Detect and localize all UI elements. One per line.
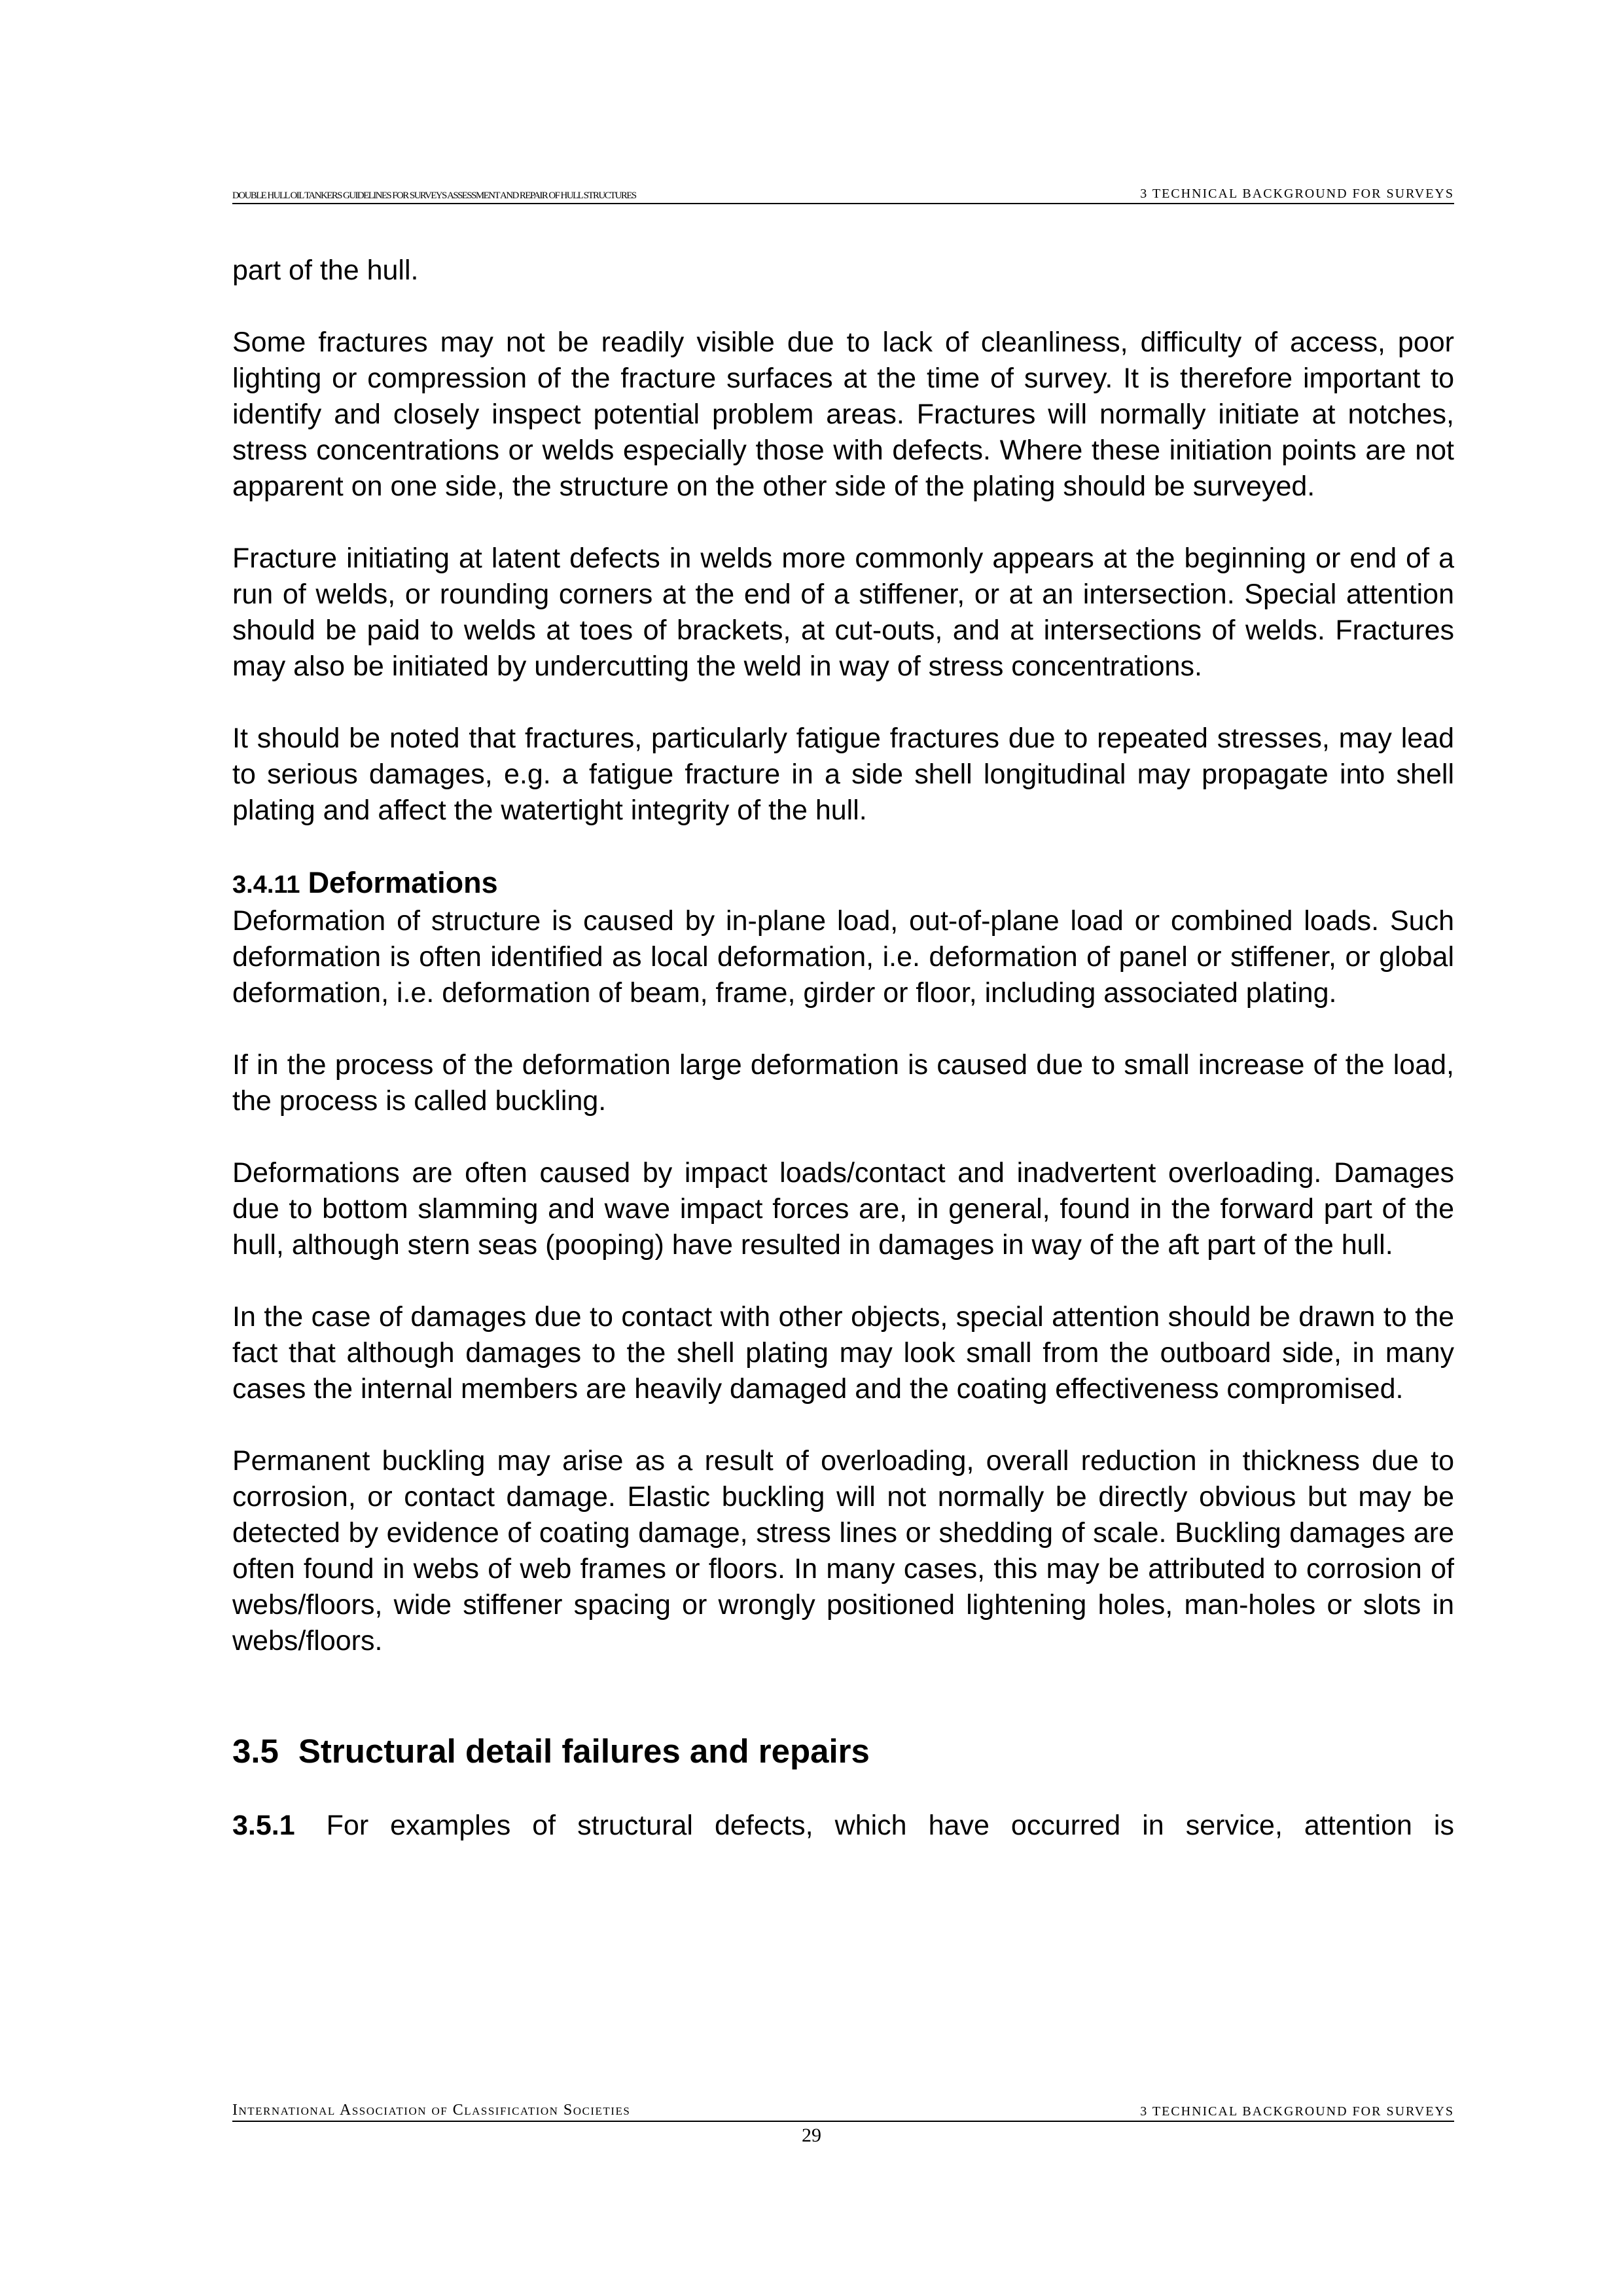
paragraph-buckling-definition: If in the process of the deformation large deformation is caused due to small increase of the load, the process is called buckling. [232, 1049, 1454, 1117]
header-chapter-title: 3 TECHNICAL BACKGROUND FOR SURVEYS [1140, 187, 1454, 201]
subsection-number: 3.5.1 [232, 1810, 295, 1841]
section-title: Deformations [308, 866, 498, 899]
section-heading-structural-failures [232, 1731, 1454, 1772]
page-body [232, 253, 1454, 1880]
paragraph-fatigue-fractures: It should be noted that fractures, particularly fatigue fractures due to repeated stresses, may lead to serious damages, e.g. a fatigue fracture in a side shell longitudinal may propagate into shell plating and affect the watertight integrity of the hull. [232, 723, 1454, 826]
footer-organization: International Association of Classification Societies [232, 2102, 631, 2119]
page-footer [232, 2101, 1454, 2122]
paragraph-visible-fractures: Some fractures may not be readily visible due to lack of cleanliness, difficulty of access, poor lighting or compression of the fracture surfaces at the time of survey. It is therefore important to identify and closely inspect potential problem areas. Fractures will normally initiate at notches, stress concentrations or welds especially those with defects. Where these initiation points are not apparent on one side, the structure on the other side of the plating should be surveyed. [232, 327, 1454, 502]
paragraph-impact-loads: Deformations are often caused by impact loads/contact and inadvertent overloading. Damages due to bottom slamming and wave impact forces are, in general, found in the forward part of the hull, although stern seas (pooping) have resulted in damages in way of the aft part of the hull. [232, 1157, 1454, 1261]
section-number: 3.4.11 [232, 871, 300, 899]
paragraph-deformation-definition: Deformation of structure is caused by in-plane load, out-of-plane load or combined loads. Such deformation is often identified as local deformation, i.e. deformation of panel or stiffener, or global deformation, i.e. deformation of beam, frame, girder or floor, including associated plating. [232, 905, 1454, 1009]
paragraph-contact-damage: In the case of damages due to contact with other objects, special attention should be drawn to the fact that although damages to the shell plating may look small from the outboard side, in many cases the internal members are heavily damaged and the coating effectiveness compromised. [232, 1301, 1454, 1405]
subsection-text: For examples of structural defects, which have occurred in service, attention is [326, 1810, 1454, 1841]
page-number: 29 [802, 2125, 821, 2146]
header-document-title: DOUBLE HULL OIL TANKERS GUIDELINES FOR SURVEYS ASSESSMENT AND REPAIR OF HULL STRUCTURES [232, 190, 636, 201]
paragraph-latent-defects: Fracture initiating at latent defects in welds more commonly appears at the beginning or end of a run of welds, or rounding corners at the end of a stiffener, or at an intersection. Special attention should be paid to welds at toes of brackets, at cut-outs, and at intersections of welds. Fractures may also be initiated by undercutting the weld in way of stress concentrations. [232, 543, 1454, 682]
paragraph-permanent-buckling: Permanent buckling may arise as a result of overloading, overall reduction in thickness due to corrosion, or contact damage. Elastic buckling will not normally be directly obvious but may be detected by evidence of coating damage, stress lines or shedding of scale. Buckling damages are often found in webs of web frames or floors. In many cases, this may be attributed to corrosion of webs/floors, wide stiffener spacing or wrongly positioned lightening holes, man-holes or slots in webs/floors. [232, 1445, 1454, 1657]
footer-chapter-title: 3 TECHNICAL BACKGROUND FOR SURVEYS [1140, 2104, 1454, 2119]
page-header [232, 187, 1454, 204]
paragraph-hull-part: part of the hull. [232, 255, 419, 286]
paragraph-structural-defects [232, 1808, 1454, 1844]
section-title: Structural detail failures and repairs [298, 1732, 870, 1770]
section-number: 3.5 [232, 1732, 279, 1770]
section-heading-deformations [232, 865, 1454, 903]
